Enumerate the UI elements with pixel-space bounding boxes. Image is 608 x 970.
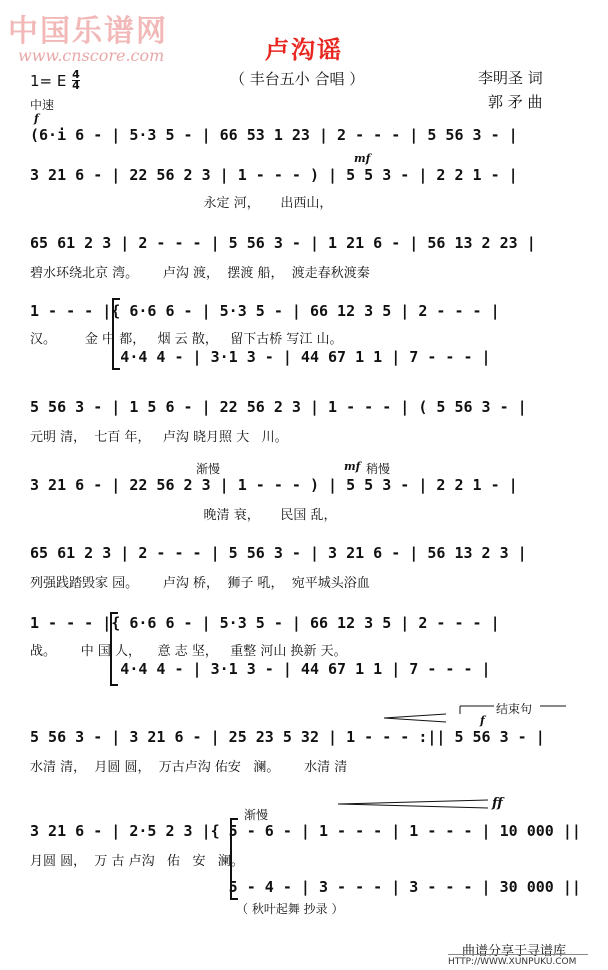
lyric-row-6: 晚清 衰， 民国 乱， [30,508,337,523]
ritardando-mark: 渐慢 [196,462,221,476]
music-row-6: 3 21 6 - | 22 56 2 3 | 1 - - - ) | 5 5 3 - | 2 2 1 - | [30,476,518,494]
lyric-row-5: 元明 清， 七百 年， 卢沟 晓月照 大 川。 [30,430,288,445]
tempo-marking: 中速 [30,98,55,112]
composer: 郭 矛 曲 [488,93,543,111]
music-row-10b: 5 - 4 - | 3 - - - | 3 - - - | 30 000 || [30,878,581,896]
lyric-row-3: 碧水环绕北京 湾。 卢沟 渡， 摆渡 船， 渡走春秋渡秦 [30,266,370,281]
music-row-8b: 4·4 4 - | 3·1 3 - | 44 67 1 1 | 7 - - - | [30,660,491,678]
footer-source: 曲谱分享于寻谱库 [462,944,567,959]
lyricist: 李明圣 词 [478,69,543,87]
dynamic-mezzo-forte: mf [354,152,371,165]
dynamic-mezzo-forte-2: mf [344,460,361,473]
lyric-row-10: 月圆 圆， 万 古 卢沟 佑 安 澜。 [30,854,244,869]
coda-label: 结束句 [496,702,533,716]
subtitle: （ 丰台五小 合唱 ） [230,70,365,88]
hairpin-crescendo-2 [338,800,488,808]
lyric-row-7: 列强践踏毁家 园。 卢沟 桥， 狮子 吼， 宛平城头浴血 [30,576,370,591]
music-row-3: 65 61 2 3 | 2 - - - | 5 56 3 - | 1 21 6 - | 56 13 2 23 | [30,234,536,252]
watermark-url: www.cnscore.com [18,46,165,65]
hairpin-crescendo-1 [384,714,446,722]
music-row-2: 3 21 6 - | 22 56 2 3 | 1 - - - ) | 5 5 3 - | 2 2 1 - | [30,166,518,184]
lyric-row-8: 战。 中 国 人， 意 志 坚， 重整 河山 换新 天。 [30,644,347,659]
time-signature-top: 4 [72,68,80,81]
key-signature: 1= E [30,72,67,90]
transcriber-credit: （ 秋叶起舞 抄录 ） [236,902,344,916]
dynamic-forte-2: f [480,714,485,727]
music-row-5: 5 56 3 - | 1 5 6 - | 22 56 2 3 | 1 - - - | ( 5 56 3 - | [30,398,527,416]
dynamic-fortissimo: ff [492,796,503,811]
footer-url[interactable]: HTTP://WWW.XUNPUKU.COM [448,957,577,967]
song-title: 卢沟谣 [265,36,343,64]
lyric-row-9: 水清 清， 月圆 圆， 万古卢沟 佑安 澜。 水清 清 [30,760,348,775]
music-row-4: 1 - - - |{ 6·6 6 - | 5·3 5 - | 66 12 3 5 | 2 - - - | [30,302,500,320]
music-row-9: 5 56 3 - | 3 21 6 - | 25 23 5 32 | 1 - - - :|| 5 56 3 - | [30,728,545,746]
ritardando-mark-2: 渐慢 [244,808,269,822]
music-row-4b: 4·4 4 - | 3·1 3 - | 44 67 1 1 | 7 - - - | [30,348,491,366]
coda-bracket [460,706,566,714]
dynamic-forte: f [34,112,39,125]
music-row-1: (6·i 6 - | 5·3 5 - | 66 53 1 23 | 2 - - - | 5 56 3 - | [30,126,518,144]
lyric-row-2: 永定 河， 出西山， [30,196,333,211]
music-row-7: 65 61 2 3 | 2 - - - | 5 56 3 - | 3 21 6 - | 56 13 2 3 | [30,544,527,562]
time-signature-bottom: 4 [72,79,80,92]
lyric-row-4: 汉。 金 中 都， 烟 云 散， 留下古桥 写江 山。 [30,332,343,347]
watermark-logo: 中国乐谱网 [8,14,168,49]
music-row-8: 1 - - - |{ 6·6 6 - | 5·3 5 - | 66 12 3 5 | 2 - - - | [30,614,500,632]
slightly-slower-mark: 稍慢 [366,462,391,476]
footer-divider [448,954,588,955]
music-row-10: 3 21 6 - | 2·5 2 3 |{ 5 - 6 - | 1 - - - | 1 - - - | 10 000 || [30,822,581,840]
